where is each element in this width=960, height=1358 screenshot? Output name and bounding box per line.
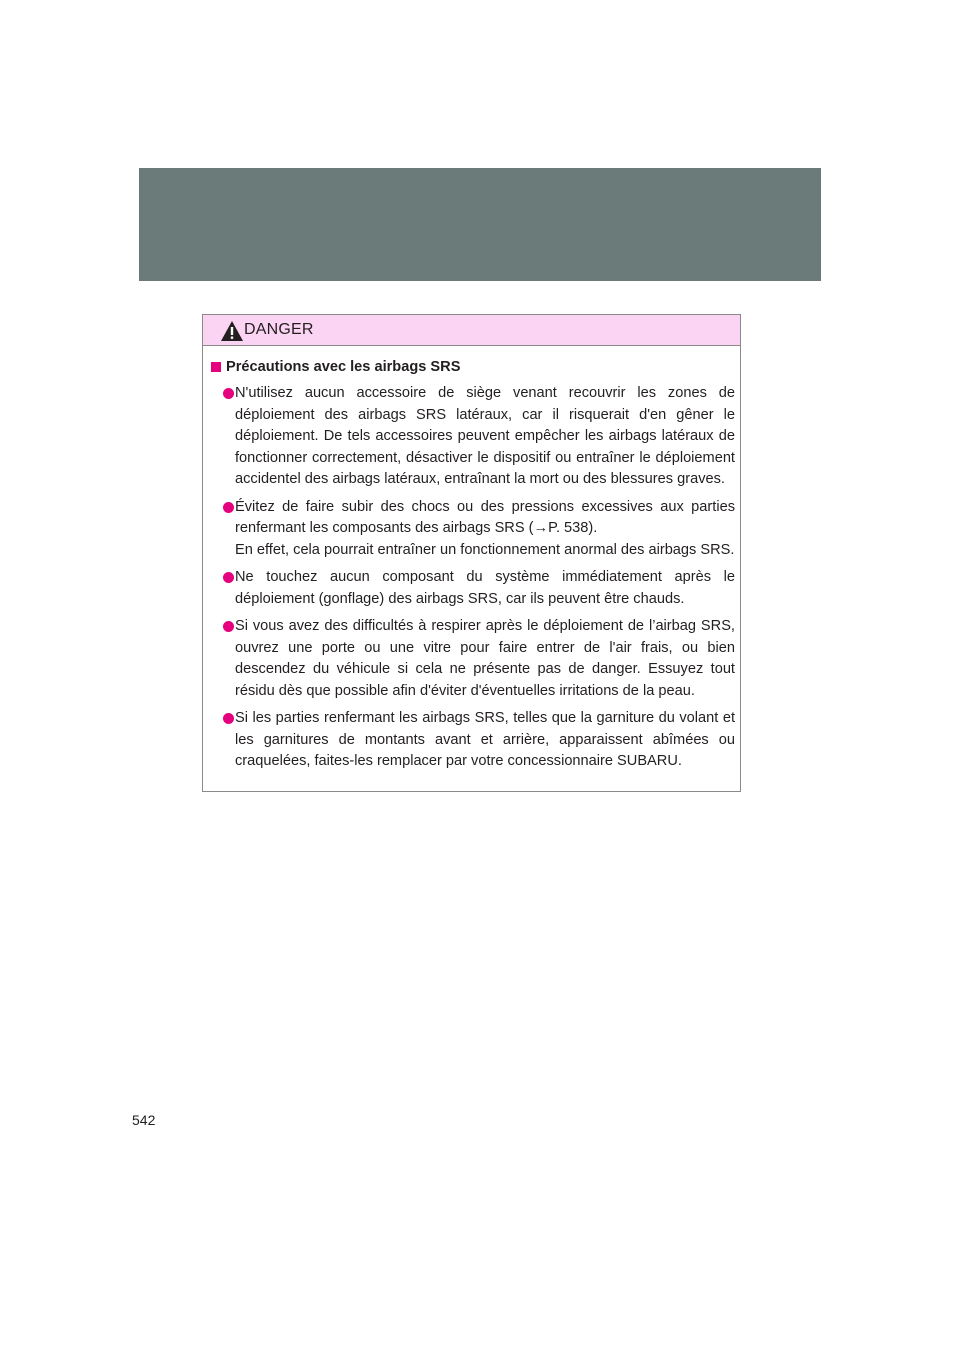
danger-items-list bbox=[203, 383, 740, 779]
list-item bbox=[203, 497, 740, 562]
section-title bbox=[211, 359, 460, 375]
bullet-dot-icon bbox=[223, 713, 234, 724]
list-item bbox=[203, 708, 740, 773]
section-title-text: Précautions avec les airbags SRS bbox=[226, 359, 461, 375]
danger-header bbox=[203, 315, 740, 346]
chapter-header-band bbox=[139, 168, 821, 281]
list-item-text-continued: En effet, cela pourrait entraîner un fonctionnement anormal des airbags SRS. bbox=[235, 541, 735, 558]
square-bullet-icon bbox=[211, 362, 221, 372]
bullet-dot-icon bbox=[223, 388, 234, 399]
list-item-text: N'utilisez aucun accessoire de siège venant recouvrir les zones de déploiement des airbags SRS latéraux, car il risquerait d'en gêner le déploiement. De tels accessoires peuvent empêcher les airbags latéraux de fonctionner correctement, désactiver le dispositif ou entraîner le déploiement accidentel des airbags latéraux, entraînant la mort ou des blessures graves. bbox=[235, 385, 735, 487]
list-item-text: Évitez de faire subir des chocs ou des pressions excessives aux parties renfermant les composants des airbags SRS (→P. 538). bbox=[235, 498, 735, 536]
list-item-text: Si vous avez des difficultés à respirer après le déploiement de l’airbag SRS, ouvrez une porte ou une vitre pour faire entrer de l'air frais, ou bien descendez du véhicule si cela ne présente pas de danger. Essuyez tout résidu dès que possible afin d'éviter d'éventuelles irritations de la peau. bbox=[235, 618, 735, 699]
bullet-dot-icon bbox=[223, 572, 234, 583]
danger-title: DANGER bbox=[244, 321, 314, 338]
list-item-text: Ne touchez aucun composant du système immédiatement après le déploiement (gonflage) des airbags SRS, car ils peuvent être chauds. bbox=[235, 569, 735, 607]
list-item bbox=[203, 383, 740, 491]
bullet-dot-icon bbox=[223, 621, 234, 632]
danger-box bbox=[202, 314, 741, 792]
page-number: 542 bbox=[132, 1112, 156, 1128]
list-item-text: Si les parties renfermant les airbags SRS, telles que la garniture du volant et les garnitures de montants avant et arrière, apparaissent abîmées ou craquelées, faites-les remplacer par votre concessionnaire SUBARU. bbox=[235, 710, 735, 769]
list-item bbox=[203, 567, 740, 610]
warning-triangle-icon bbox=[220, 320, 244, 342]
bullet-dot-icon bbox=[223, 502, 234, 513]
list-item bbox=[203, 616, 740, 702]
